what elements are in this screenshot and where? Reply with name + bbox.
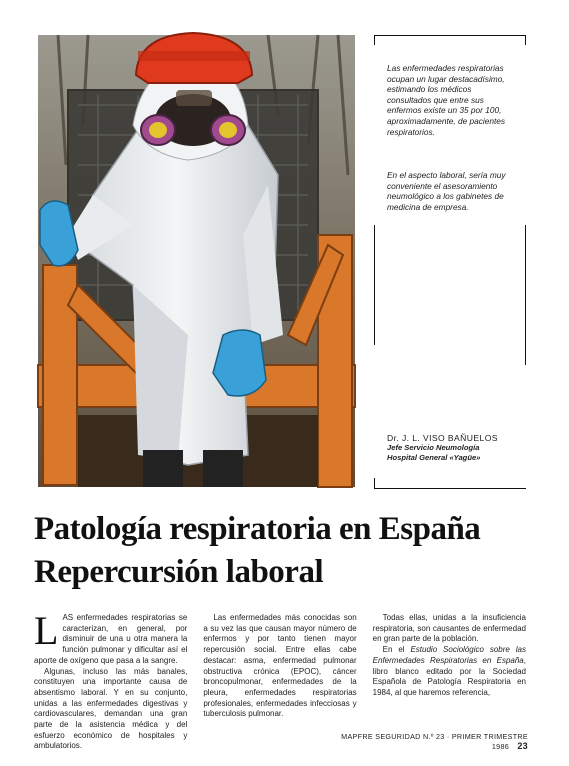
paragraph-text: , libro blanco editado por la Sociedad Española de Patología Respiratoria en 1984, al que haremos referencia, (372, 655, 526, 697)
sidebar-quote-2: En el aspecto laboral, sería muy conveniente el asesoramiento neumológico a los gabinetes de medicina de empresa. (387, 170, 506, 212)
sidebar-left-rule-mid (374, 225, 375, 345)
sidebar-left-rule (374, 35, 375, 45)
sidebar-top-rule (374, 35, 526, 36)
article-paragraph: Todas ellas, unidas a la insuficiencia respiratoria, son causantes de enfermedad en gran parte de la población. (372, 613, 526, 644)
sidebar-right-rule-mid (525, 225, 526, 365)
sidebar-bottom-rule (374, 488, 526, 489)
article-paragraph (34, 608, 188, 667)
paragraph-text: AS enfermedades respiratorias se caracterizan, en general, por disminuir de una u otra manera la función pulmonar y dificultar así el aporte de oxígeno que pasa a la sangre. (34, 613, 188, 665)
footer-publication: MAPFRE SEGURIDAD N.º 23 · PRIMER TRIMESTRE 1986 (341, 732, 528, 751)
paragraph-text: En el (382, 645, 411, 655)
article-title-line-1: Patología respiratoria en España (34, 511, 481, 547)
article-column-2 (203, 613, 356, 723)
worker-photo (38, 35, 355, 487)
article-column-3 (373, 613, 526, 723)
article-column-1 (34, 608, 188, 751)
article-title-line-2: Repercursión laboral (34, 554, 324, 590)
article-paragraph: Algunas, incluso las más banales, constituyen una importante causa de absentismo laboral. Y en su conjunto, unidas a las enfermedades digestivas y cardiovasculares, demandan una gran parte de la asistencia médica y del esfuerzo económico de hospitales y ambulatorios. (34, 666, 188, 751)
page-footer (328, 732, 528, 751)
drop-cap: L (34, 608, 59, 653)
worker-in-protective-suit-illustration (38, 35, 355, 487)
page-number: 23 (517, 741, 528, 751)
sidebar-right-rule-top (525, 35, 526, 45)
article-title (34, 508, 554, 594)
book-title: Estudio Sociológico sobre las Enfermedades Respiratorias en España (372, 645, 526, 665)
sidebar-quote-1: Las enfermedades respiratorias ocupan un lugar destacadísimo, estimando los médicos consultados que entre sus enfermos existe un 35 por 100, aproximadamente, de pacientes respiratorios. (387, 63, 506, 137)
article-paragraph: Las enfermedades más conocidas son a su vez las que causan mayor número de enfermos y por tanto tienen mayor repercusión social. Entre ellas cabe destacar: asma, enfermedad pulmonar obstructiva crónica (EPOC), cáncer broncopulmonar, enfermedades de la pleura, enfermedades respiratorias profesionales, enfermedades infecciosas y tuberculosis pulmonar. (203, 613, 357, 719)
author-block (387, 433, 527, 463)
author-role-2: Hospital General «Yagüe» (387, 453, 481, 462)
article-paragraph (373, 645, 526, 699)
author-role-1: Jefe Servicio Neumología (387, 443, 480, 452)
author-name: Dr. J. L. VISO BAÑUELOS (387, 433, 498, 443)
sidebar-left-rule-bottom (374, 478, 375, 488)
